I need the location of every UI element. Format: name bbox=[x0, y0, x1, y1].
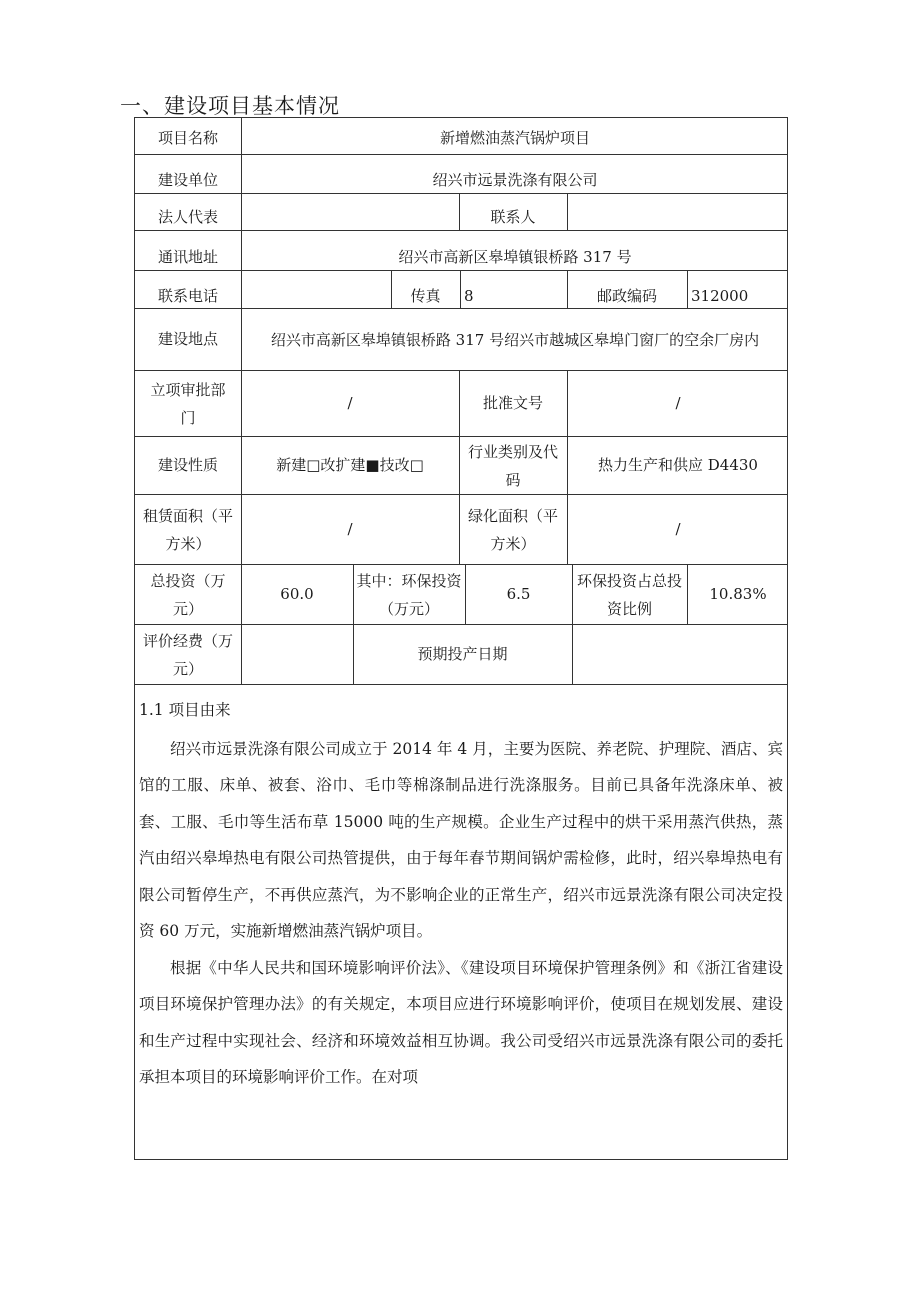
industry-label: 行业类别及代码 bbox=[467, 443, 558, 489]
approval-value: / bbox=[347, 394, 353, 412]
site-value: 绍兴市高新区皋埠镇银桥路 317 号绍兴市越城区皋埠门窗厂的空余厂房内 bbox=[270, 331, 760, 349]
approval-no-label: 批准文号 bbox=[482, 394, 543, 412]
project-name-value: 新增燃油蒸汽锅炉项目 bbox=[439, 129, 590, 147]
industry-value: 热力生产和供应 D4430 bbox=[598, 456, 758, 474]
contact-label: 联系人 bbox=[490, 208, 536, 226]
postal-value: 312000 bbox=[691, 287, 749, 305]
legal-rep-value bbox=[241, 203, 459, 231]
legal-rep-label: 法人代表 bbox=[157, 208, 218, 226]
start-date-value bbox=[572, 624, 789, 684]
fax-value: 8 bbox=[464, 287, 474, 305]
ratio-value: 10.83% bbox=[709, 585, 767, 603]
env-invest-value: 6.5 bbox=[506, 585, 531, 603]
lease-area-label: 租赁面积（平方米） bbox=[142, 507, 233, 553]
contact-value bbox=[567, 203, 789, 231]
phone-value bbox=[241, 282, 391, 310]
address-value: 绍兴市高新区皋埠镇银桥路 317 号 bbox=[398, 248, 632, 266]
eval-fee-value bbox=[241, 624, 353, 684]
eval-fee-label: 评价经费（万元） bbox=[142, 632, 233, 678]
total-invest-label: 总投资（万元） bbox=[150, 572, 226, 618]
phone-label: 联系电话 bbox=[157, 287, 218, 305]
paragraph: 根据《中华人民共和国环境影响评价法》、《建设项目环境保护管理条例》和《浙江省建设项目环境保护管理办法》的有关规定，本项目应进行环境影响评价，使项目在规划发展、建设和生产过程中实现社会、经济和环境效益相互协调。我公司受绍兴市远景洗涤有限公司的委托承担本项目的环境影响评价工作。在对项 bbox=[139, 958, 783, 1086]
total-invest-value: 60.0 bbox=[280, 585, 314, 603]
site-label: 建设地点 bbox=[157, 330, 218, 348]
project-background-section bbox=[135, 684, 787, 1096]
unit-value: 绍兴市远景洗涤有限公司 bbox=[432, 171, 598, 189]
approval-label: 立项审批部门 bbox=[150, 381, 226, 427]
unit-label: 建设单位 bbox=[157, 171, 218, 189]
section-title: 1.1 项目由来 bbox=[139, 701, 231, 719]
paragraph: 绍兴市远景洗涤有限公司成立于 2014 年 4 月，主要为医院、养老院、护理院、酒店、宾馆的工服、床单、被套、浴巾、毛巾等棉涤制品进行洗涤服务。目前已具备年洗涤床单、被套、工服、毛巾等生活布草 15000 吨的生产规模。企业生产过程中的烘干采用蒸汽供热，蒸汽由绍兴皋埠热电有限公司热管提供，由于每年春节期间锅炉需检修，此时，绍兴皋埠热电有限公司暂停生产，不再供应蒸汽，为不影响企业的正常生产，绍兴市远景洗涤有限公司决定投资 60 万元，实施新增燃油蒸汽锅炉项目。 bbox=[139, 739, 783, 940]
row-divider bbox=[135, 154, 787, 155]
project-name-label: 项目名称 bbox=[157, 129, 218, 147]
project-info-table bbox=[134, 117, 788, 1160]
nature-label: 建设性质 bbox=[157, 456, 218, 474]
ratio-label: 环保投资占总投资比例 bbox=[576, 572, 682, 618]
postal-label: 邮政编码 bbox=[596, 287, 657, 305]
green-area-value: / bbox=[675, 520, 681, 538]
green-area-label: 绿化面积（平方米） bbox=[467, 507, 558, 553]
nature-value: 新建□改扩建■技改□ bbox=[276, 456, 424, 474]
approval-no-value: / bbox=[675, 394, 681, 412]
env-invest-label: 其中：环保投资（万元） bbox=[356, 572, 462, 618]
section-heading: 一、建设项目基本情况 bbox=[120, 94, 340, 118]
fax-label: 传真 bbox=[410, 287, 441, 305]
address-label: 通讯地址 bbox=[157, 248, 218, 266]
start-date-label: 预期投产日期 bbox=[417, 645, 508, 663]
lease-area-value: / bbox=[347, 520, 353, 538]
